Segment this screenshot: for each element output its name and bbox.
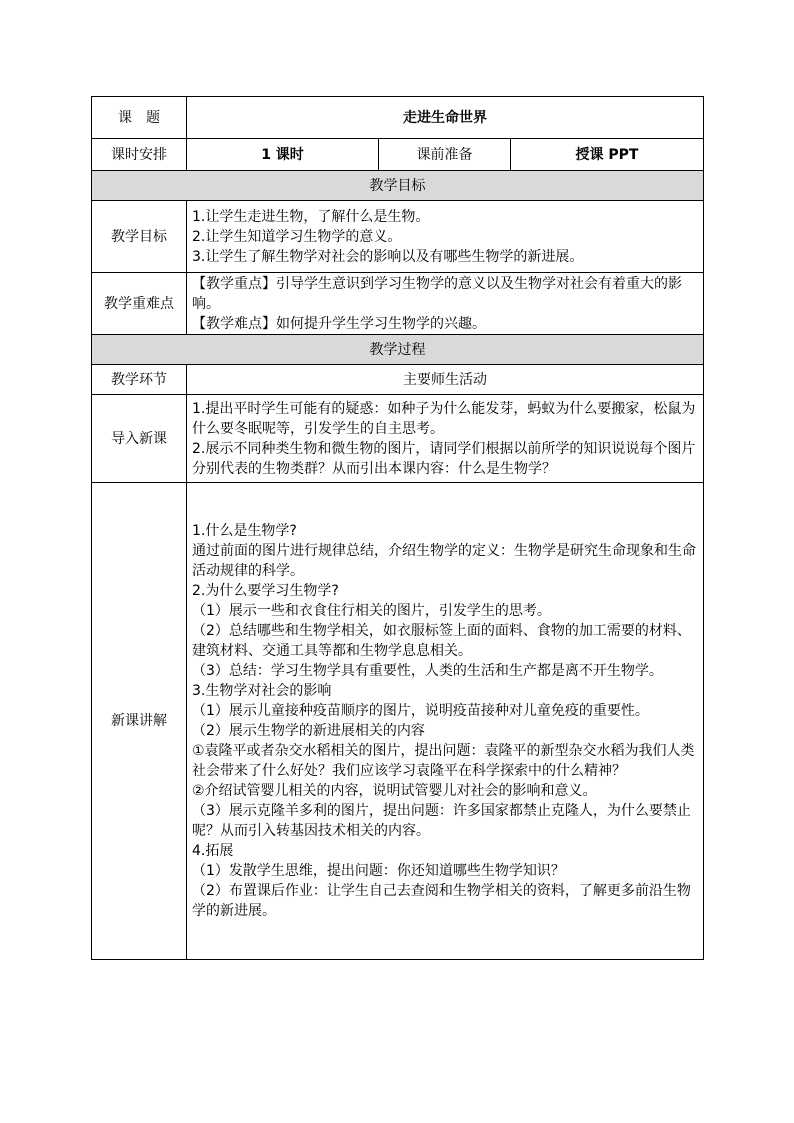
new-lesson-content (187, 483, 704, 960)
topic-label: 课 题 (92, 97, 187, 139)
schedule-row (92, 139, 704, 171)
lesson-title: 走进生命世界 (187, 97, 704, 139)
goals-label: 教学目标 (92, 201, 187, 273)
process-section-heading: 教学过程 (92, 335, 704, 365)
schedule-label: 课时安排 (92, 139, 187, 171)
new-lesson-item: 2.为什么要学习生物学? (192, 583, 339, 599)
new-lesson-row (92, 483, 704, 960)
new-lesson-item: （1）展示儿童接种疫苗顺序的图片，说明疫苗接种对儿童免疫的重要性。 (192, 703, 649, 719)
process-section-row (92, 335, 704, 365)
goals-content (187, 201, 704, 273)
new-lesson-item: 1.什么是生物学? (192, 523, 297, 539)
prep-value: 授课 PPT (511, 139, 704, 171)
new-lesson-label: 新课讲解 (92, 483, 187, 960)
new-lesson-item: （1）发散学生思维，提出问题：你还知道哪些生物学知识？ (192, 863, 565, 879)
new-lesson-item: ①袁隆平或者杂交水稻相关的图片，提出问题：袁隆平的新型杂交水稻为我们人类社会带来了什么好处？我们应该学习袁隆平在科学探索中的什么精神？ (192, 743, 695, 779)
new-lesson-item: （3）总结：学习生物学具有重要性，人类的生活和生产都是离不开生物学。 (192, 663, 663, 679)
keypoints-label: 教学重难点 (92, 273, 187, 335)
goal-item: 2.让学生知道学习生物学的意义。 (192, 228, 402, 245)
intro-item: 1.提出平时学生可能有的疑惑：如种子为什么能发芽，蚂蚁为什么要搬家，松鼠为什么要冬眠呢等，引发学生的自主思考。 (192, 400, 696, 437)
keypoint-item: 【教学难点】如何提升学生学习生物学的兴趣。 (192, 315, 486, 332)
goals-section-heading: 教学目标 (92, 171, 704, 201)
goals-section-row (92, 171, 704, 201)
intro-row (92, 395, 704, 483)
activity-column-header: 主要师生活动 (187, 365, 704, 395)
prep-label: 课前准备 (379, 139, 511, 171)
keypoints-content (187, 273, 704, 335)
intro-label: 导入新课 (92, 395, 187, 483)
new-lesson-item: （2）展示生物学的新进展相关的内容 (192, 723, 425, 739)
process-header-row (92, 365, 704, 395)
new-lesson-item: 通过前面的图片进行规律总结，介绍生物学的定义：生物学是研究生命现象和生命活动规律的科学。 (192, 543, 696, 579)
keypoint-item: 【教学重点】引导学生意识到学习生物学的意义以及生物学对社会有着重大的影响。 (192, 275, 682, 312)
lesson-plan-table (91, 96, 704, 960)
schedule-value: 1 课时 (187, 139, 379, 171)
new-lesson-item: （3）展示克隆羊多利的图片，提出问题：许多国家都禁止克隆人，为什么要禁止呢？从而引入转基因技术相关的内容。 (192, 803, 691, 839)
stage-column-header: 教学环节 (92, 365, 187, 395)
intro-item: 2.展示不同种类生物和微生物的图片，请同学们根据以前所学的知识说说每个图片分别代表的生物类群？从而引出本课内容：什么是生物学？ (192, 440, 696, 477)
goal-item: 3.让学生了解生物学对社会的影响以及有哪些生物学的新进展。 (192, 248, 584, 265)
topic-row (92, 97, 704, 139)
goal-item: 1.让学生走进生物，了解什么是生物。 (192, 208, 430, 225)
new-lesson-item: 4.拓展 (192, 843, 234, 859)
new-lesson-item: （2）布置课后作业：让学生自己去查阅和生物学相关的资料，了解更多前沿生物学的新进展。 (192, 883, 691, 919)
new-lesson-item: （2）总结哪些和生物学相关，如衣服标签上面的面料、食物的加工需要的材料、建筑材料、交通工具等都和生物学息息相关。 (192, 623, 691, 659)
new-lesson-item: ②介绍试管婴儿相关的内容，说明试管婴儿对社会的影响和意义。 (192, 783, 597, 799)
new-lesson-item: （1）展示一些和衣食住行相关的图片，引发学生的思考。 (192, 603, 551, 619)
keypoints-row (92, 273, 704, 335)
goals-row (92, 201, 704, 273)
new-lesson-item: 3.生物学对社会的影响 (192, 683, 332, 699)
intro-content (187, 395, 704, 483)
